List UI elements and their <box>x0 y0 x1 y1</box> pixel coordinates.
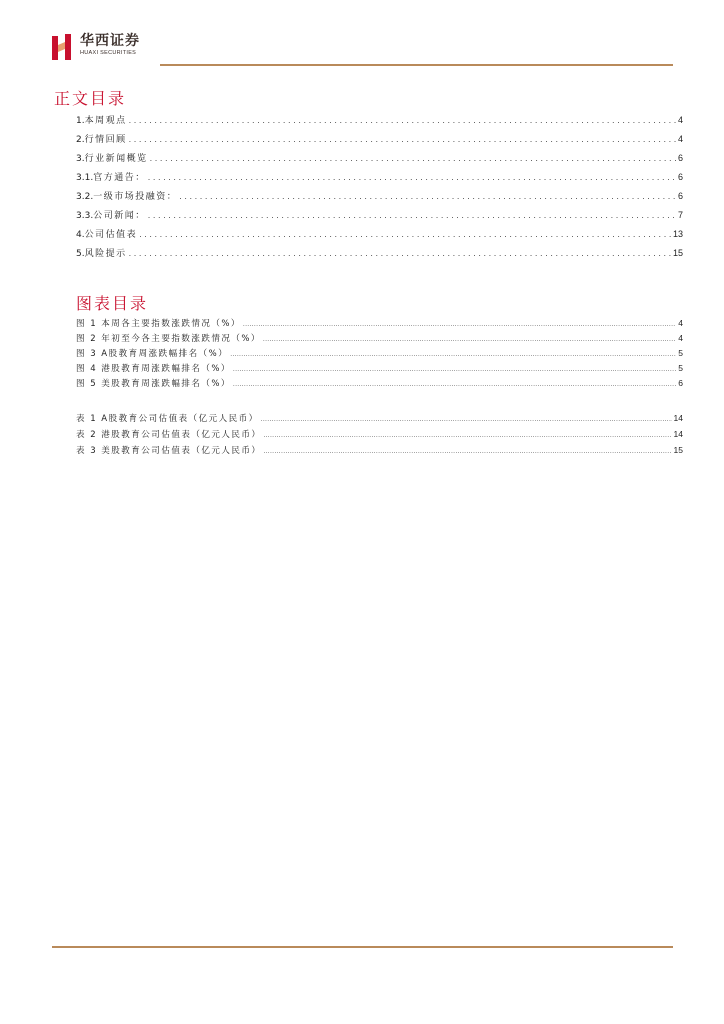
table-entry[interactable] <box>76 444 683 458</box>
toc-entry-label: 公司估值表 <box>84 230 138 240</box>
toc-entry[interactable] <box>76 113 683 127</box>
leader-dots <box>179 192 676 201</box>
toc-entry-label: 行情回顾 <box>84 135 127 145</box>
toc-entry-page: 6 <box>677 191 683 201</box>
toc-entry-page: 15 <box>672 248 683 258</box>
brand-name-cn: 华西证券 <box>80 33 140 49</box>
toc-entry-page: 13 <box>672 229 683 239</box>
table-entry-page: 14 <box>673 413 683 423</box>
toc-entry[interactable] <box>76 132 683 146</box>
leader-dots <box>263 336 676 343</box>
figure-entry-page: 4 <box>678 318 683 328</box>
toc-entry-number: 4. <box>76 230 85 240</box>
figure-entry-label: 图 5 美股教育周涨跌幅排名（%） <box>76 379 231 389</box>
leader-dots <box>263 448 671 455</box>
toc-entry-page: 4 <box>677 115 683 125</box>
toc-entry-number: 1. <box>76 116 85 126</box>
table-entry[interactable] <box>76 412 683 426</box>
figure-entry[interactable] <box>76 377 683 391</box>
header-divider <box>160 64 673 66</box>
toc-entry-page: 4 <box>677 134 683 144</box>
figure-entry[interactable] <box>76 317 683 331</box>
toc-entry-number: 3.1. <box>76 173 94 183</box>
leader-dots <box>129 135 676 144</box>
toc-entry[interactable] <box>76 246 683 260</box>
toc-entry-page: 7 <box>677 210 683 220</box>
figure-entry[interactable] <box>76 332 683 346</box>
toc-entry-number: 3.3. <box>76 211 94 221</box>
figure-entry-page: 5 <box>678 363 683 373</box>
page-header <box>0 0 724 70</box>
table-entry-page: 15 <box>673 445 683 455</box>
toc-entry-label: 公司新闻： <box>93 211 146 221</box>
figure-entry-page: 4 <box>678 333 683 343</box>
figure-entry-page: 5 <box>678 348 683 358</box>
figure-entry-page: 6 <box>678 378 683 388</box>
toc-entry-page: 6 <box>677 172 683 182</box>
huaxi-logo-icon <box>52 34 74 60</box>
toc-entry-label: 官方通告： <box>93 173 146 183</box>
leader-dots <box>233 381 676 388</box>
toc-entry-page: 6 <box>677 153 683 163</box>
leader-dots <box>150 154 676 163</box>
leader-dots <box>230 351 676 358</box>
table-entry-label: 表 1 A股教育公司估值表（亿元人民币） <box>76 414 259 424</box>
figure-entry[interactable] <box>76 362 683 376</box>
toc-entry-number: 3. <box>76 154 85 164</box>
figures-heading: 图表目录 <box>76 294 149 313</box>
toc-entry[interactable] <box>76 170 683 184</box>
toc-entry[interactable] <box>76 189 683 203</box>
leader-dots <box>129 249 671 258</box>
brand-logo <box>52 34 140 60</box>
footer-divider <box>52 946 673 948</box>
toc-entry-label: 风险提示 <box>84 249 127 259</box>
brand-name-en: HUAXI SECURITIES <box>80 50 137 56</box>
toc-entry-label: 一级市场投融资： <box>93 192 178 202</box>
figure-entry-label: 图 2 年初至今各主要指数涨跌情况（%） <box>76 334 261 344</box>
toc-heading: 正文目录 <box>54 89 127 108</box>
figure-entry-label: 图 1 本周各主要指数涨跌情况（%） <box>76 319 241 329</box>
figure-entry[interactable] <box>76 347 683 361</box>
leader-dots <box>243 321 676 328</box>
leader-dots <box>129 116 676 125</box>
toc-entry[interactable] <box>76 227 683 241</box>
leader-dots <box>139 230 671 239</box>
toc-entry-label: 行业新闻概览 <box>84 154 148 164</box>
figure-entry-label: 图 3 A股教育周涨跌幅排名（%） <box>76 349 229 359</box>
table-entry[interactable] <box>76 428 683 442</box>
toc-entry-number: 3.2. <box>76 192 94 202</box>
table-entry-label: 表 2 港股教育公司估值表（亿元人民币） <box>76 430 262 440</box>
leader-dots <box>148 211 676 220</box>
toc-entry-number: 2. <box>76 135 85 145</box>
toc-entry-number: 5. <box>76 249 85 259</box>
leader-dots <box>233 366 676 373</box>
leader-dots <box>263 432 671 439</box>
toc-entry[interactable] <box>76 151 683 165</box>
leader-dots <box>261 416 672 423</box>
figure-entry-label: 图 4 港股教育周涨跌幅排名（%） <box>76 364 231 374</box>
leader-dots <box>148 173 676 182</box>
table-entry-page: 14 <box>673 429 683 439</box>
table-entry-label: 表 3 美股教育公司估值表（亿元人民币） <box>76 446 262 456</box>
toc-entry-label: 本周观点 <box>84 116 127 126</box>
toc-entry[interactable] <box>76 208 683 222</box>
